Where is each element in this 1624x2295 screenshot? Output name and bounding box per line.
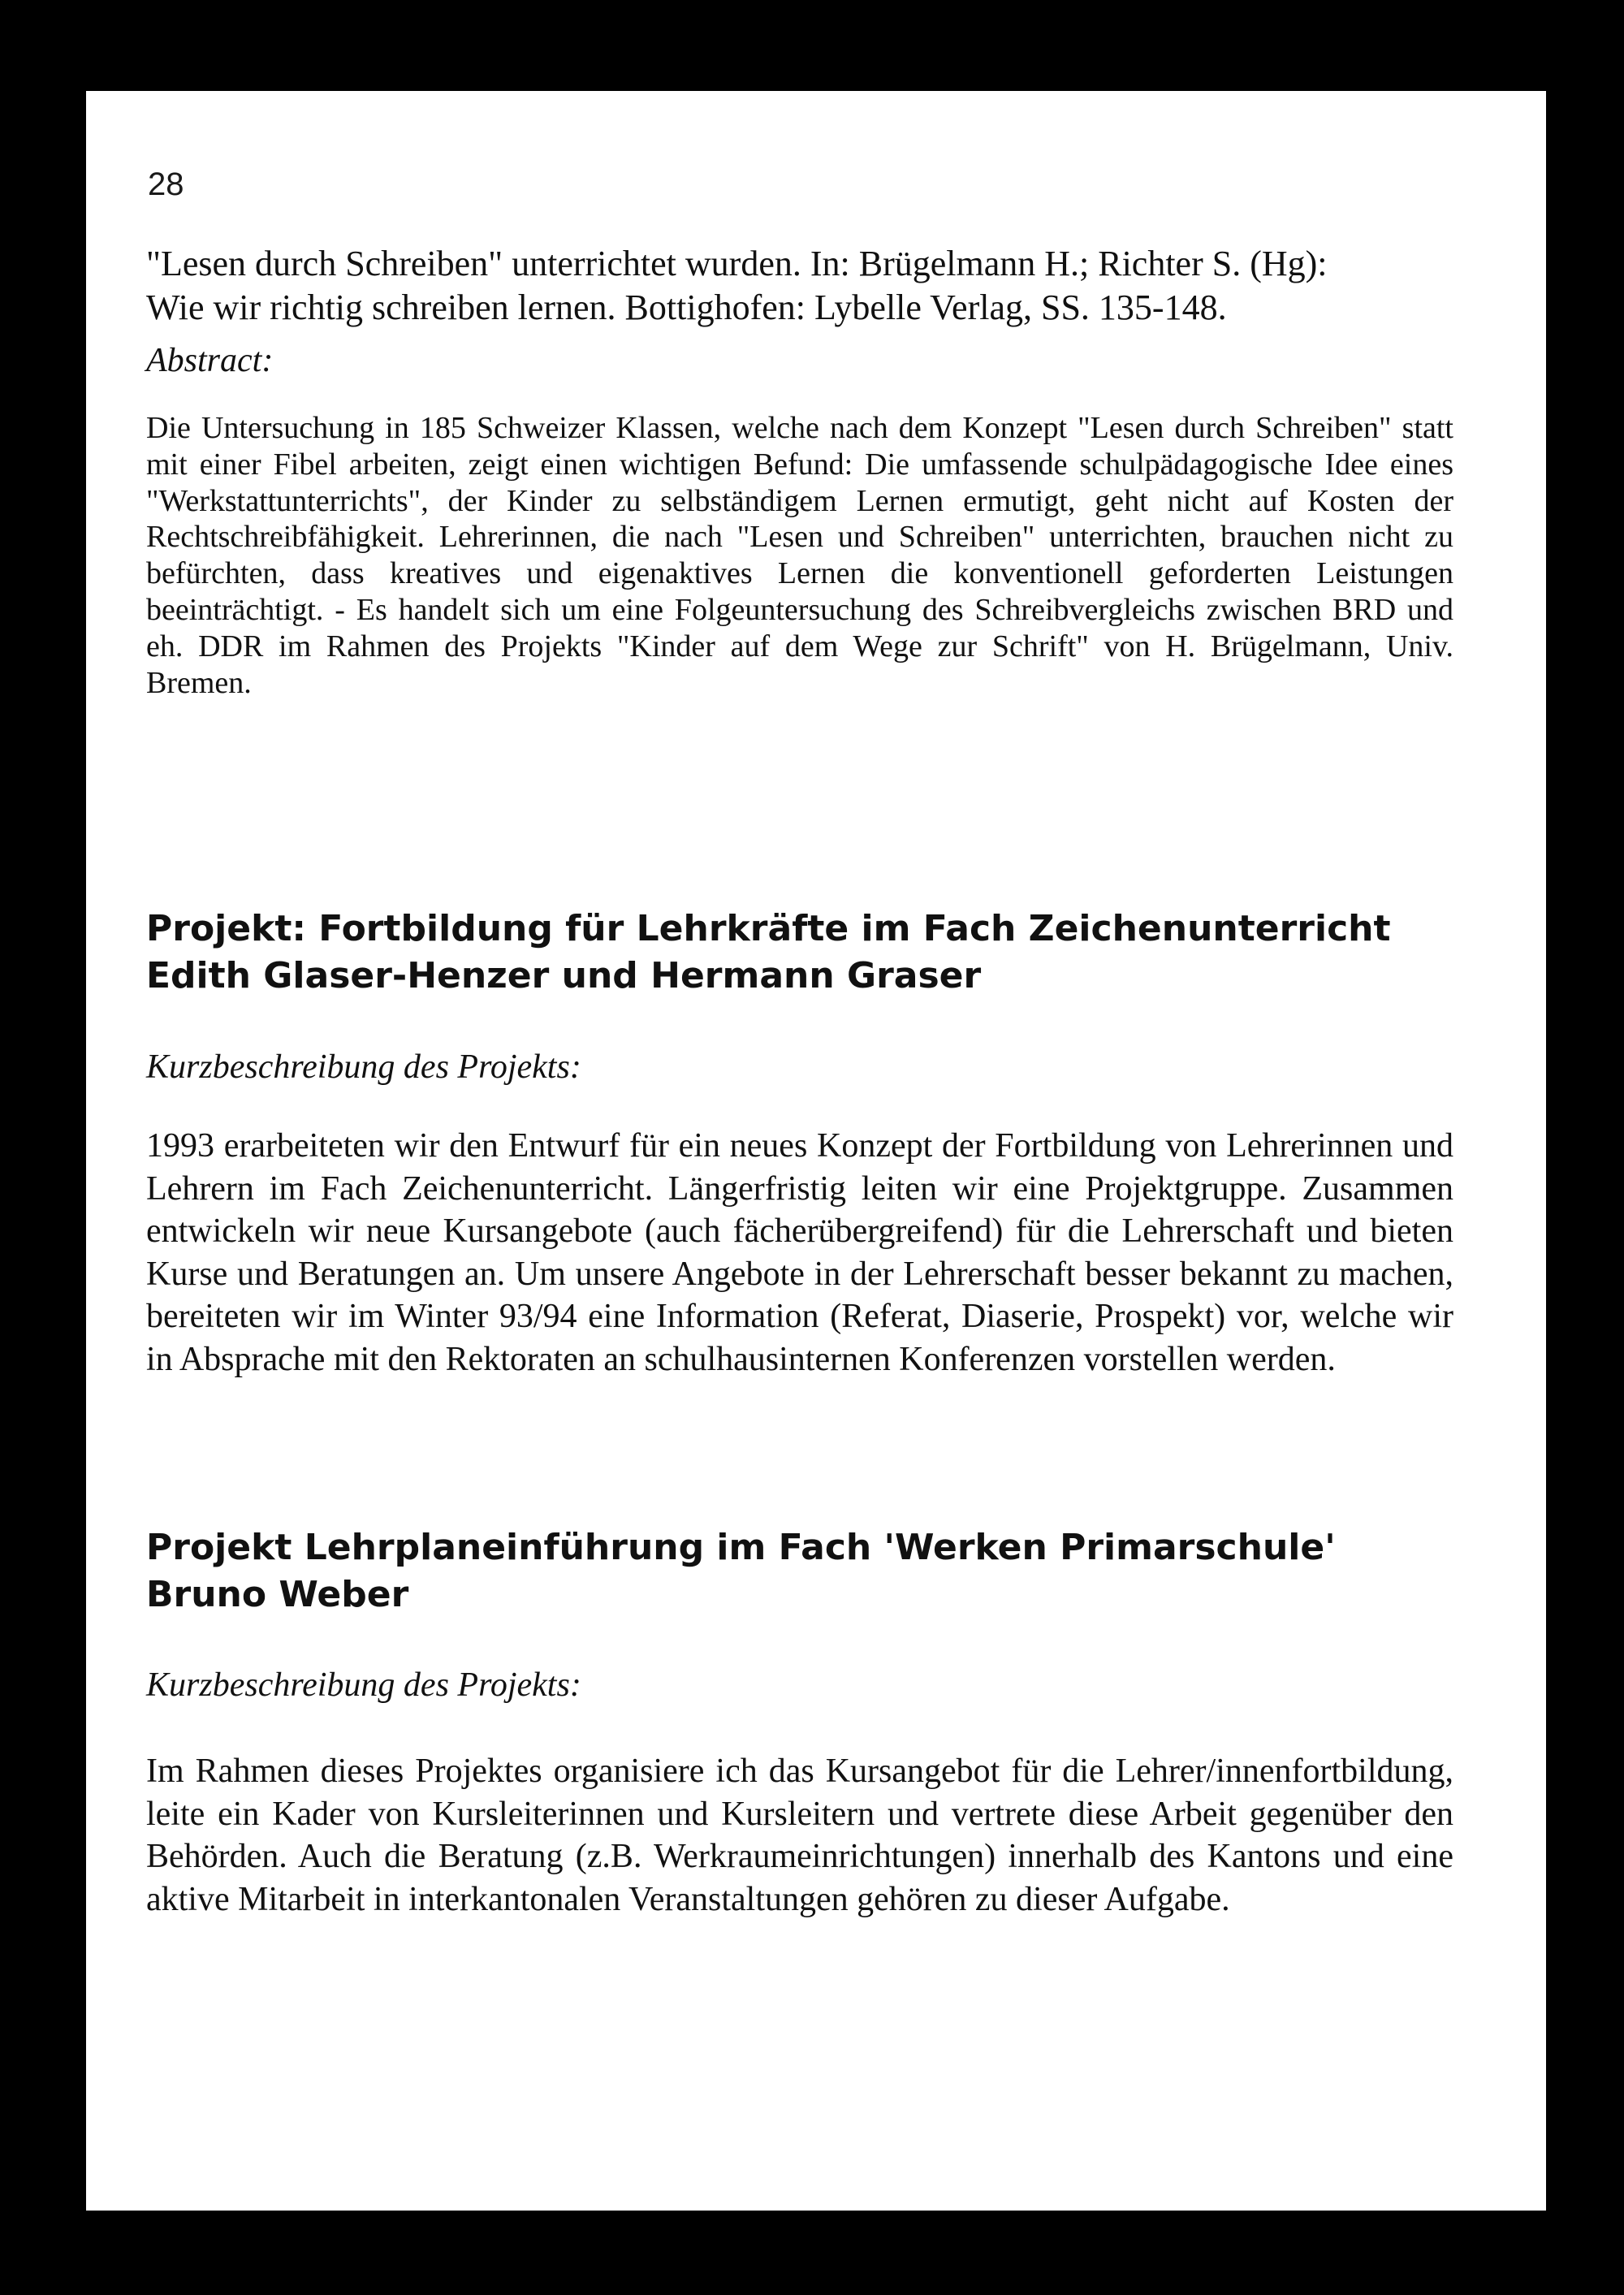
project1-description: 1993 erarbeiteten wir den Entwurf für ein neues Konzept der Fortbildung von Lehrerinnen und Lehrern im Fach Zeichenunterricht. Längerfristig leiten wir eine Projektgruppe. Zusammen entwickeln wir neue Kursangebote (auch fächerübergreifend) für die Lehrerschaft und bieten Kurse und Beratungen an. Um unsere Angebote in der Lehrerschaft besser bekannt zu machen, bereiteten wir im Winter 93/94 eine Information (Referat, Diaserie, Prospekt) vor, welche wir in Absprache mit den Rektoraten an schulhausinternen Konferenzen vorstellen werden. [146,1127,1453,1378]
project2-description: Im Rahmen dieses Projektes organisiere ich das Kursangebot für die Lehrer/innenfortbildung, leite ein Kader von Kursleiterinnen und Kursleitern und vertrete diese Arbeit gegenüber den Behörden. Auch die Beratung (z.B. Werkraumeinrichtungen) innerhalb des Kantons und eine aktive Mitarbeit in interkantonalen Veranstaltungen gehören zu dieser Aufgabe. [146,1753,1453,1918]
reference-continuation [146,242,1453,330]
project2-title: Projekt Lehrplaneinführung im Fach 'Werken Primarschule' [146,1527,1336,1568]
abstract-text: Die Untersuchung in 185 Schweizer Klassen, welche nach dem Konzept "Lesen durch Schreiben" statt mit einer Fibel arbeiten, zeigt einen wichtigen Befund: Die umfassende schulpädagogische Idee eines "Werkstattunterrichts", der Kinder zu selbständigem Lernen ermutigt, geht nicht auf Kosten der Rechtschreibfähigkeit. Lehrerinnen, die nach "Lesen und Schreiben" unterrichten, brauchen nicht zu befürchten, dass kreatives und eigenaktives Lernen die konventionell geforderten Leistungen beeinträchtigt. - Es handelt sich um eine Folgeuntersuchung des Schreibvergleichs zwischen BRD und eh. DDR im Rahmen des Projekts "Kinder auf dem Wege zur Schrift" von H. Brügelmann, Univ. Bremen. [146,411,1453,700]
project1-heading [146,905,1391,1000]
reference-line-1: "Lesen durch Schreiben" unterrichtet wurden. In: Brügelmann H.; Richter S. (Hg): [146,244,1328,283]
project2-description-label: Kurzbeschreibung des Projekts: [146,1666,581,1704]
project1-authors: Edith Glaser-Henzer und Hermann Graser [146,955,982,996]
project2-authors: Bruno Weber [146,1574,409,1615]
abstract-label: Abstract: [146,342,274,379]
page-number: 28 [148,166,184,202]
reference-line-2: Wie wir richtig schreiben lernen. Bottighofen: Lybelle Verlag, SS. 135-148. [146,287,1227,327]
project2-heading [146,1524,1336,1619]
project1-description-label: Kurzbeschreibung des Projekts: [146,1048,581,1086]
project1-title: Projekt: Fortbildung für Lehrkräfte im Fach Zeichenunterricht [146,908,1391,949]
